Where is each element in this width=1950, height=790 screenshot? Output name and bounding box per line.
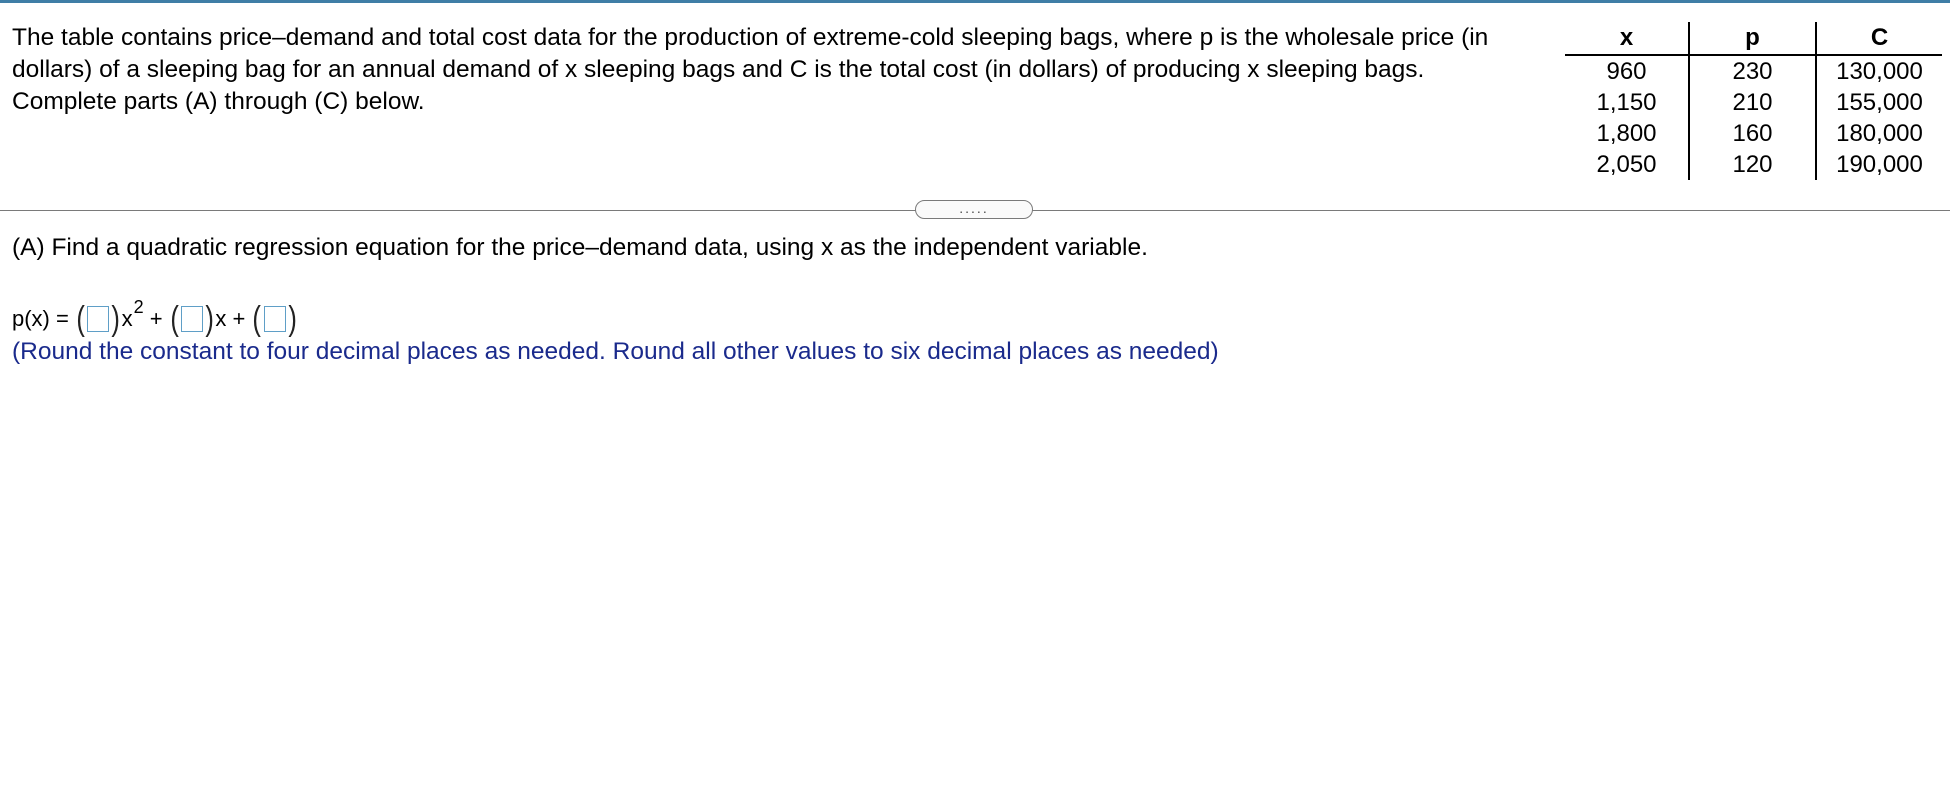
table-header-row: [1565, 22, 1942, 55]
coefficient-b-input[interactable]: [181, 306, 203, 332]
table-row: [1565, 87, 1942, 118]
plus-sign: +: [143, 306, 169, 331]
equation-row: [12, 296, 298, 339]
table-row: [1565, 55, 1942, 87]
table-row: [1565, 118, 1942, 149]
part-a-question: (A) Find a quadratic regression equation for the price–demand data, using x as the independent variable.: [12, 234, 1148, 261]
column-header-x: x: [1565, 22, 1689, 55]
equation-lhs: p(x) =: [12, 306, 75, 331]
table-cell: 160: [1689, 118, 1816, 149]
table-row: [1565, 149, 1942, 180]
exponent: 2: [133, 296, 144, 317]
table-cell: 2,050: [1596, 151, 1657, 178]
close-paren: ): [288, 300, 297, 338]
table-cell: 230: [1689, 55, 1816, 87]
table-cell: 155,000: [1816, 87, 1942, 118]
table-cell: 960: [1606, 58, 1647, 85]
table-cell: 120: [1689, 149, 1816, 180]
problem-statement: The table contains price–demand and total cost data for the production of extreme-cold sleeping bags, where p is the wholesale price (in dollars) of a sleeping bag for an annual demand of x sleeping bags and C is the total cost (in dollars) of producing x sleeping bags. Complete parts (A) through (C) below.: [12, 24, 1489, 115]
open-paren: (: [76, 300, 85, 338]
coefficient-a-input[interactable]: [87, 306, 109, 332]
close-paren: ): [111, 300, 121, 338]
table-cell: 210: [1689, 87, 1816, 118]
table-cell: 190,000: [1816, 149, 1942, 180]
x-variable: x: [215, 306, 227, 331]
constant-c-input[interactable]: [264, 306, 286, 332]
x-squared-variable: x: [121, 306, 133, 331]
plus-sign: +: [226, 306, 252, 331]
table-cell: 1,150: [1596, 89, 1657, 116]
table-cell: 180,000: [1816, 118, 1942, 149]
column-header-p: p: [1689, 22, 1816, 55]
column-header-c: C: [1816, 22, 1942, 55]
table-cell: 1,800: [1596, 120, 1657, 147]
open-paren: (: [170, 300, 179, 338]
expand-collapse-button[interactable]: .....: [915, 200, 1033, 219]
open-paren: (: [252, 300, 262, 338]
close-paren: ): [205, 300, 214, 338]
data-table: [1565, 22, 1942, 180]
table-cell: 130,000: [1816, 55, 1942, 87]
rounding-instruction: (Round the constant to four decimal places as needed. Round all other values to six decimal places as needed): [12, 338, 1219, 365]
top-accent-bar: [0, 0, 1950, 3]
